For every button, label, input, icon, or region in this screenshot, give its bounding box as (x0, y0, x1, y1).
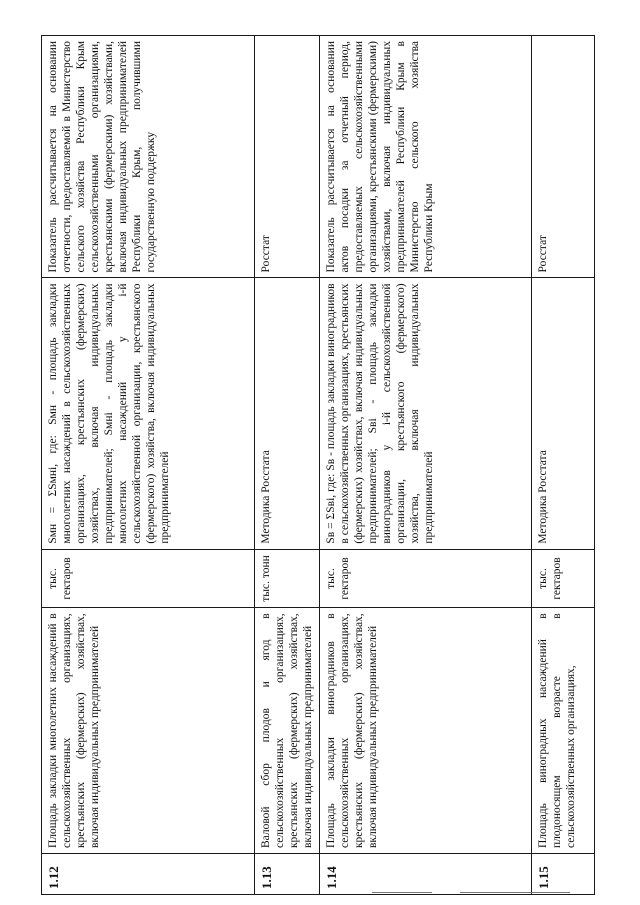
unit-of-measure: тыс. тонн (255, 549, 320, 608)
data-source: Росстат (255, 36, 320, 278)
table-row (42, 36, 255, 895)
scan-edge-mark (460, 892, 570, 893)
table-row (532, 36, 595, 895)
calculation-method: Методика Росстата (532, 278, 595, 549)
row-number: 1.12 (42, 854, 255, 895)
data-source: Показатель рассчитывается на основании актов посадки за отчетный период, предоставляемых сельскохозяйственными организациями, крестьянскими (фермерскими) хозяйствами, включая индивидуальных предпринимателей Республики Крым в Министерство сельского хозяйства Республики Крым (320, 36, 532, 278)
row-number: 1.14 (320, 854, 532, 895)
data-source: Показатель рассчитывается на основании отчетности, предоставляемой в Министерство сельского хозяйства Республики Крым сельскохозяйственными организациями, крестьянскими (фермерскими) хозяйствами, включая индивидуальных предпринимателей Республики Крым, получившими государственную поддержку (42, 36, 255, 278)
indicator-name: Площадь закладки виноградников в сельскохозяйственных организациях, крестьянских (фермерских) хозяйствах, включая индивидуальных предпринимателей (320, 608, 532, 854)
data-source: Росстат (532, 36, 595, 278)
unit-of-measure: тыс. гектаров (42, 549, 255, 608)
row-number: 1.13 (255, 854, 320, 895)
unit-of-measure: тыс. гектаров (532, 549, 595, 608)
calculation-method: Sв = ΣSвi, где: Sв - площадь закладки виноградников в сельскохозяйственных организациях, крестьянских (фермерских) хозяйствах, включая индивидуальных предпринимателей; Sвi - площадь закладки виноградников у i-й сельскохозяйственной организации, крестьянского (фермерского) хозяйства, включая индивидуальных предпринимателей (320, 278, 532, 549)
indicator-name: Валовой сбор плодов и ягод в сельскохозяйственных организациях, крестьянских (фермерских) хозяйствах, включая индивидуальных предпринимателей (255, 608, 320, 854)
calculation-method: Sмн = ΣSмнi, где: Sмн - площадь закладки многолетних насаждений в сельскохозяйственных организациях, крестьянских (фермерских) хозяйствах, включая индивидуальных предпринимателей; Sмнi - площадь закладки многолетних насаждений у i-й сельскохозяйственной организации, крестьянского (фермерского) хозяйства, включая индивидуальных предпринимателей (42, 278, 255, 549)
table-row (320, 36, 532, 895)
indicator-name: Площадь виноградных насаждений в плодоносящем возрасте в сельскохозяйственных организациях, (532, 608, 595, 854)
indicators-table (41, 35, 595, 895)
row-number: 1.15 (532, 854, 595, 895)
table-row (255, 36, 320, 895)
indicator-name: Площадь закладки многолетних насаждений в сельскохозяйственных организациях, крестьянских (фермерских) хозяйствах, включая индивидуальных предпринимателей (42, 608, 255, 854)
unit-of-measure: тыс. гектаров (320, 549, 532, 608)
calculation-method: Методика Росстата (255, 278, 320, 549)
scan-edge-mark (372, 892, 432, 893)
